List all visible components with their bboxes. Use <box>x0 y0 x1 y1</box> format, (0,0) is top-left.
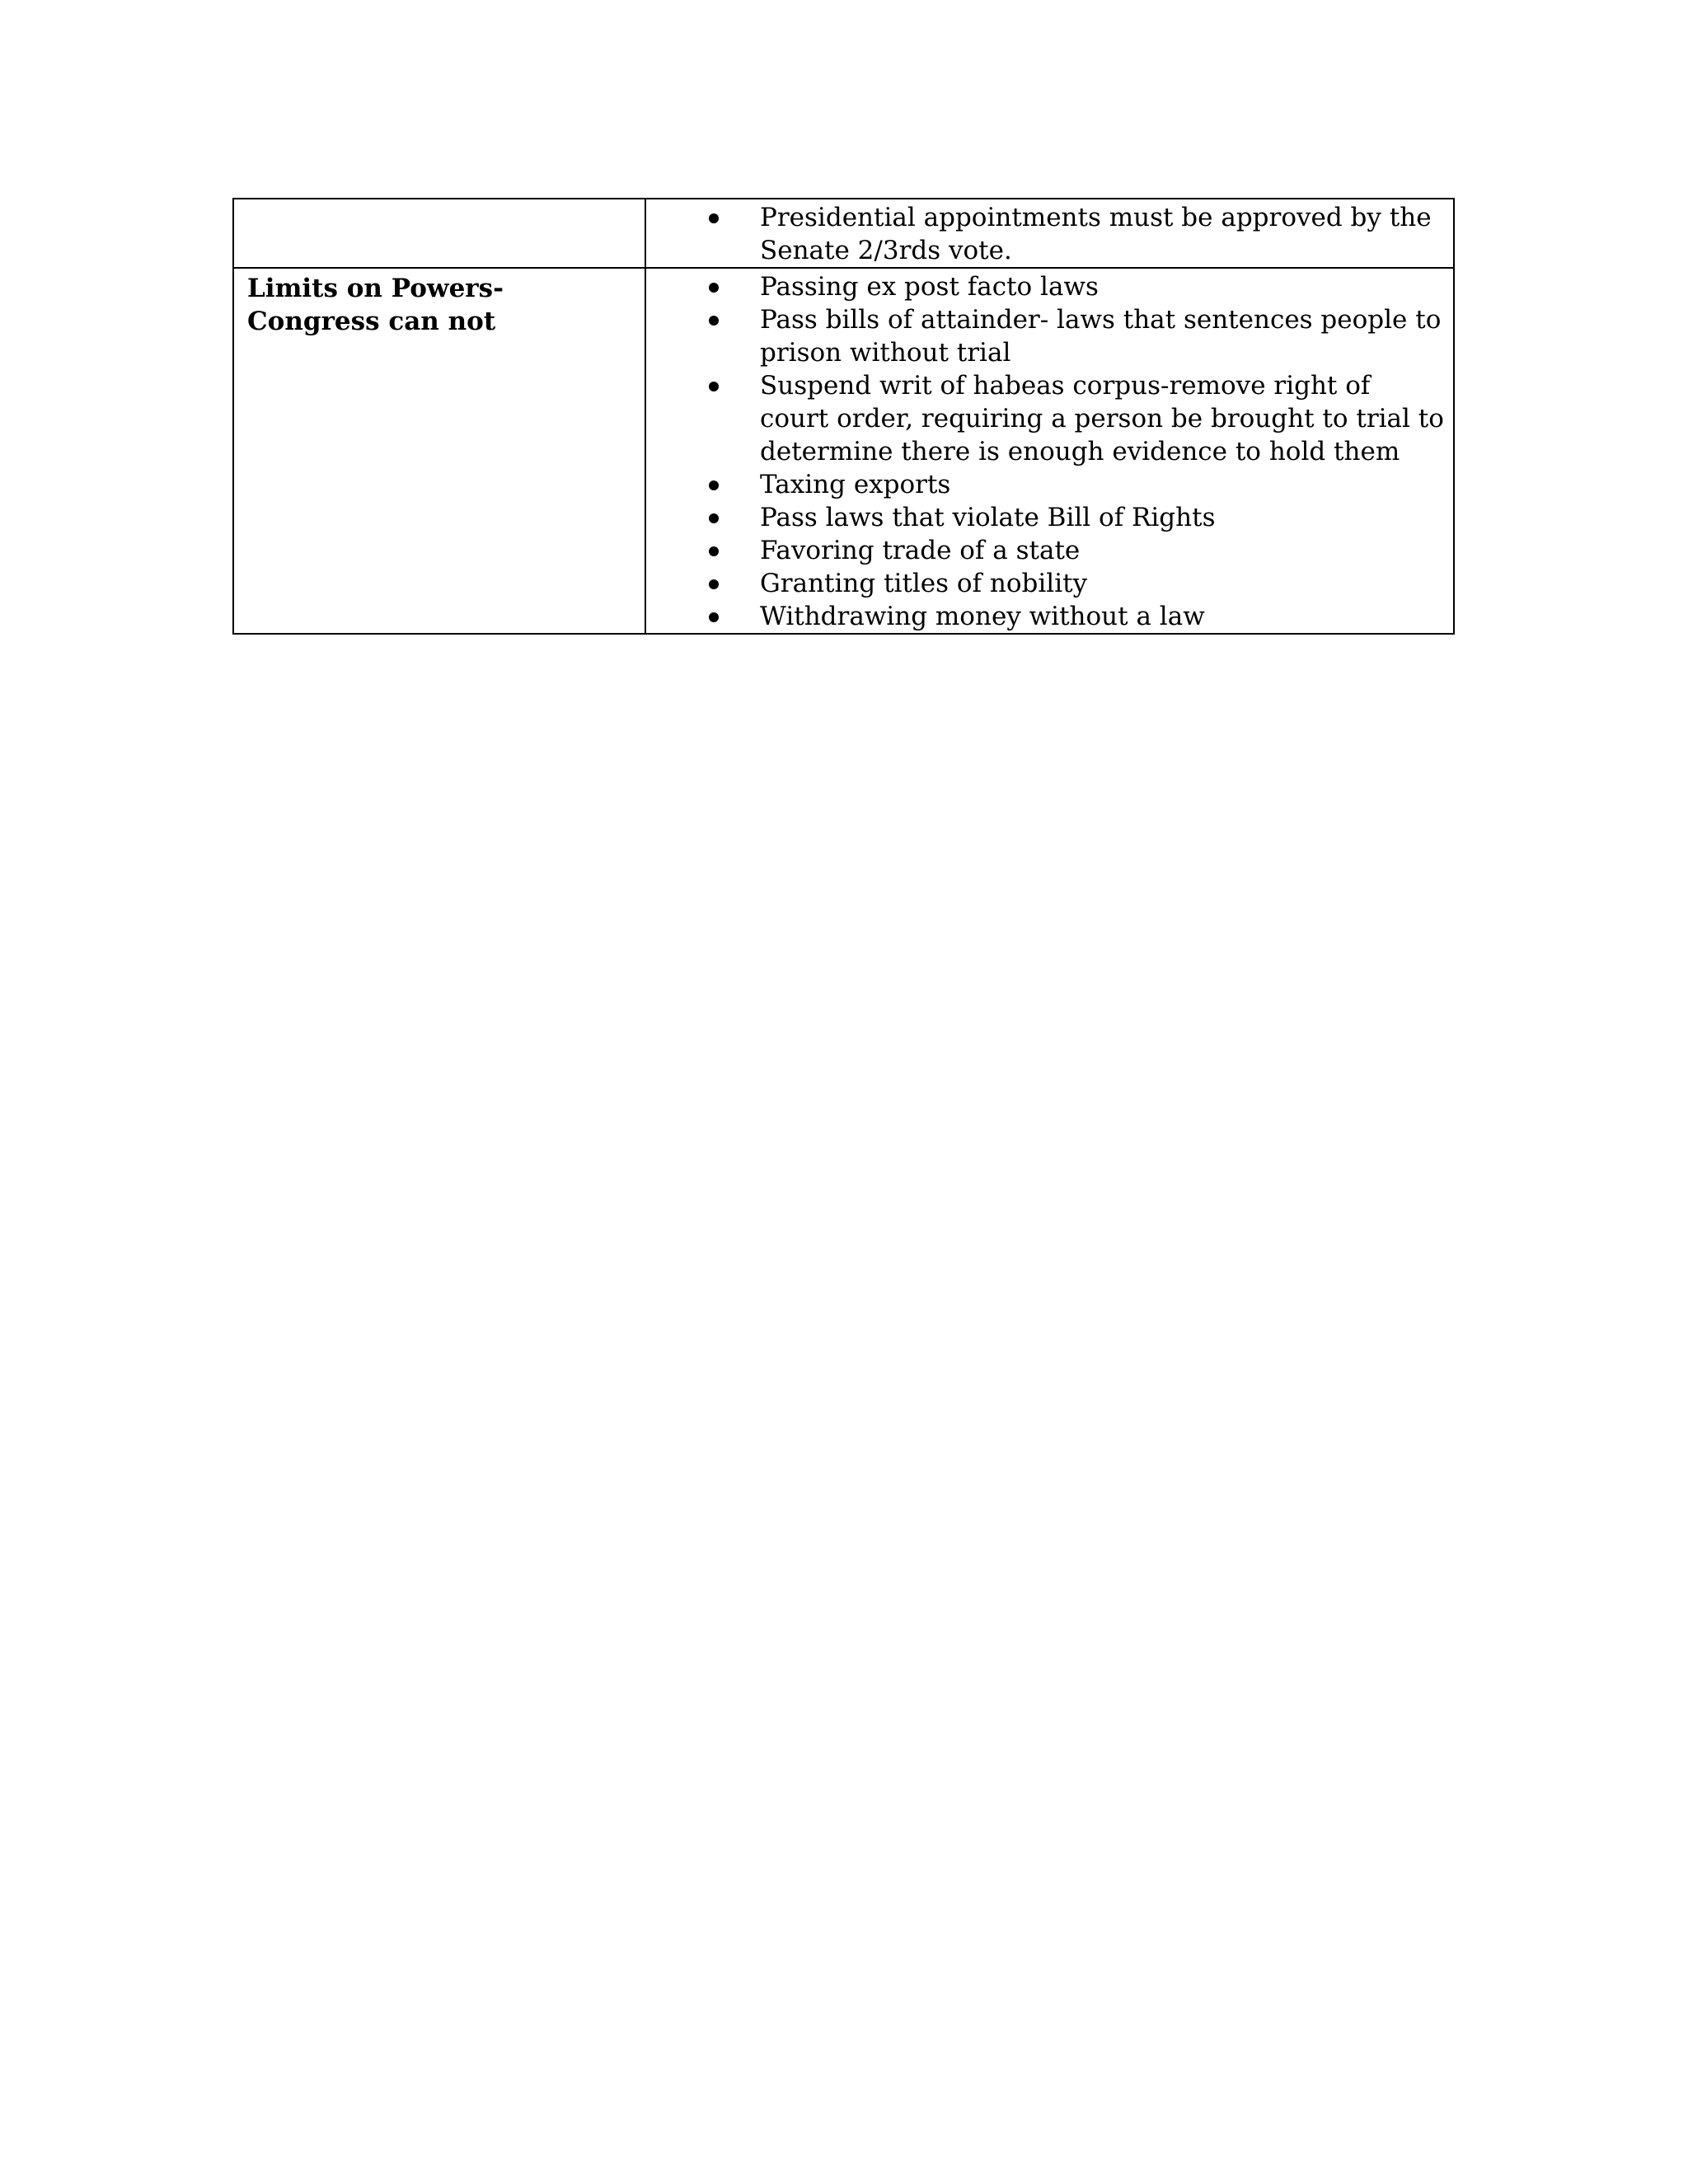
row-heading: Limits on Powers- Congress can not <box>247 274 504 336</box>
list-item-text: Granting titles of nobility <box>760 569 1088 598</box>
list-item <box>646 303 1447 369</box>
list-item <box>646 468 1447 501</box>
list-item-text: Passing ex post facto laws <box>760 272 1099 302</box>
list-item <box>646 369 1447 468</box>
list-item-text: Taxing exports <box>760 470 951 499</box>
list-item-text: Favoring trade of a state <box>760 536 1081 565</box>
row-items-cell <box>645 268 1454 634</box>
table-row <box>233 199 1454 268</box>
list-item-text: Pass laws that violate Bill of Rights <box>760 503 1216 532</box>
bullet-list <box>646 269 1453 633</box>
bullet-icon <box>709 213 719 223</box>
row-heading-cell <box>233 199 645 268</box>
row-heading-cell <box>233 268 645 634</box>
row-items-cell <box>645 199 1454 268</box>
bullet-icon <box>709 480 719 490</box>
list-item <box>646 567 1447 600</box>
list-item <box>646 534 1447 567</box>
bullet-list <box>646 199 1453 267</box>
list-item <box>646 201 1447 267</box>
list-item-text: Presidential appointments must be approved by the Senate 2/3rds vote. <box>760 203 1432 265</box>
list-item <box>646 270 1447 303</box>
table-row <box>233 268 1454 634</box>
bullet-icon <box>709 513 719 523</box>
bullet-icon <box>709 546 719 556</box>
bullet-icon <box>709 579 719 589</box>
powers-table <box>232 198 1455 635</box>
list-item <box>646 501 1447 534</box>
list-item-text: Withdrawing money without a law <box>760 602 1205 631</box>
list-item <box>646 600 1447 633</box>
bullet-icon <box>709 316 719 326</box>
bullet-icon <box>709 382 719 391</box>
row-heading <box>234 199 645 203</box>
list-item-text: Pass bills of attainder- laws that sentences people to prison without trial <box>760 305 1442 368</box>
bullet-icon <box>709 283 719 293</box>
bullet-icon <box>709 612 719 622</box>
list-item-text: Suspend writ of habeas corpus-remove right of court order, requiring a person be brought to trial to determine there is enough evidence to hold them <box>760 371 1444 466</box>
